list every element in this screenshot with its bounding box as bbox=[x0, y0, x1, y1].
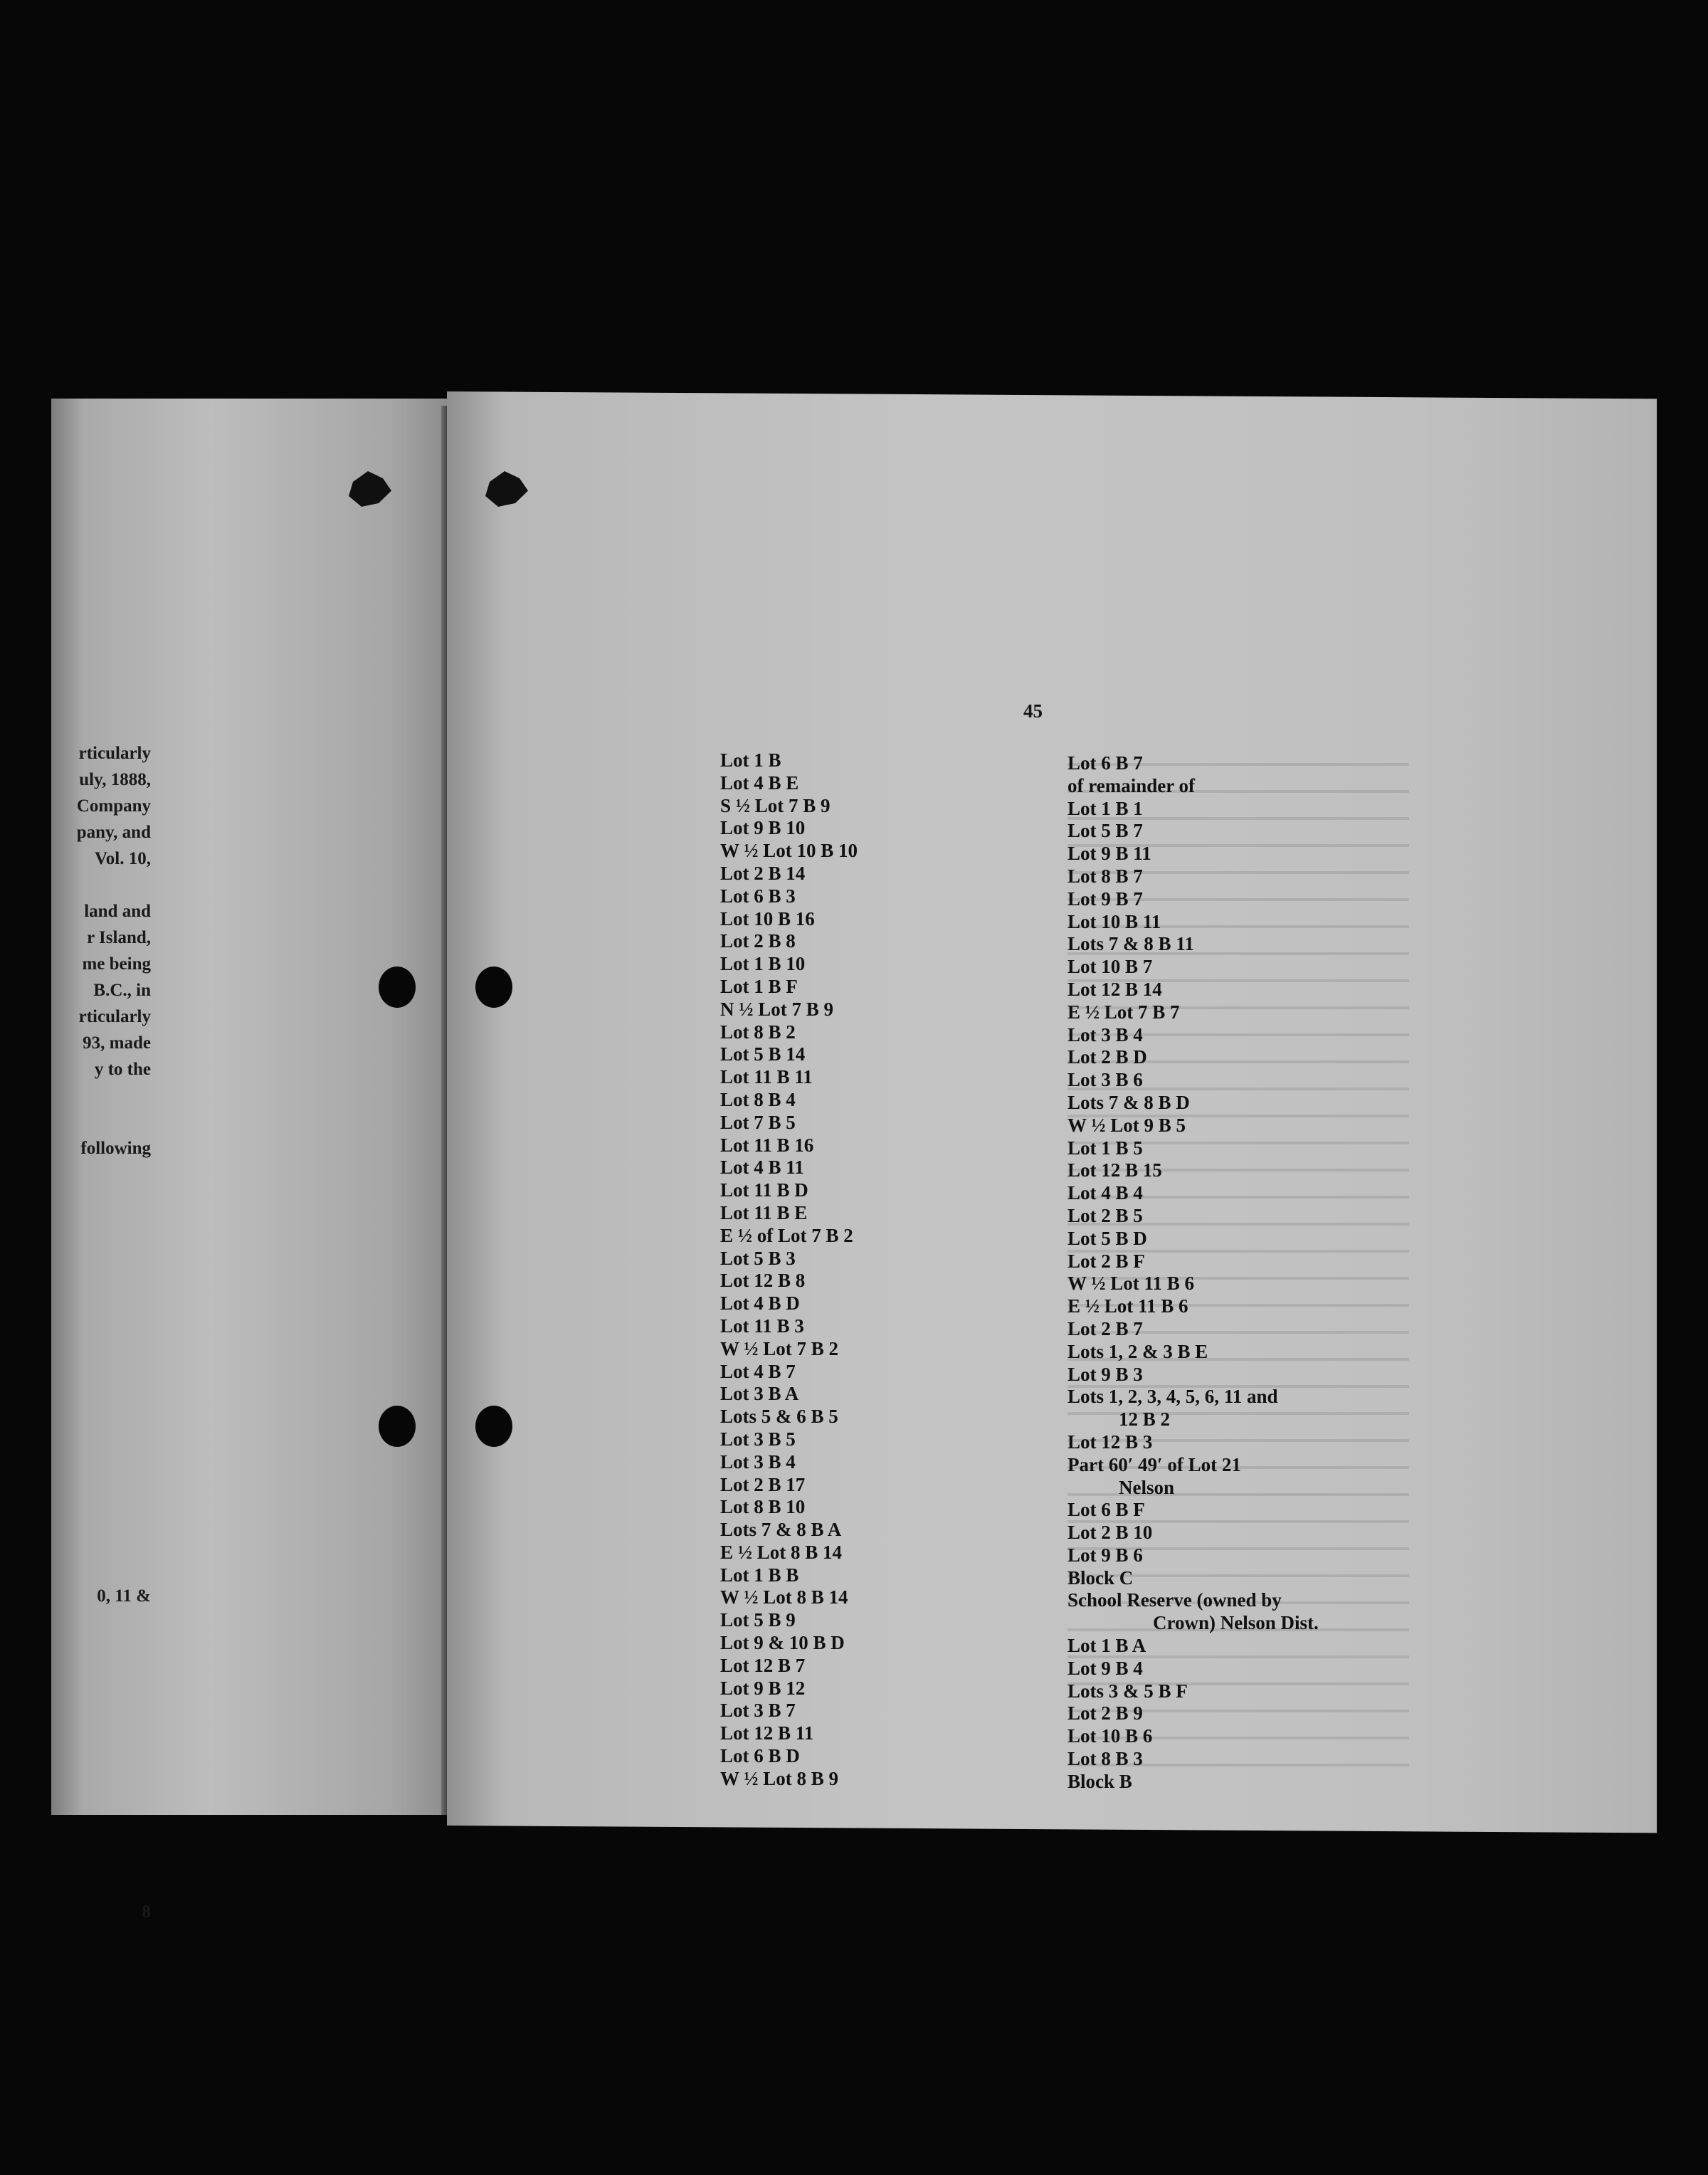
lot-entry: Lot 9 B 7 bbox=[1068, 888, 1143, 910]
left-page-fragment-line bbox=[51, 1504, 151, 1530]
left-page-fragment-line bbox=[51, 1399, 151, 1425]
lot-entry: Lot 1 B 5 bbox=[1068, 1137, 1143, 1159]
binder-hole bbox=[475, 1406, 512, 1447]
lot-entry: Lots 7 & 8 B D bbox=[1068, 1091, 1190, 1113]
lot-entry: Lot 8 B 7 bbox=[1068, 865, 1143, 887]
lot-entry: Lot 2 B 5 bbox=[1068, 1204, 1143, 1226]
lot-entry: W ½ Lot 11 B 6 bbox=[1068, 1273, 1195, 1295]
left-page-fragment-line bbox=[51, 1241, 151, 1267]
lot-entry: Block C bbox=[1068, 1566, 1134, 1589]
left-page-fragment-line: 0, 11 & bbox=[97, 1586, 151, 1606]
lot-entry: Lots 7 & 8 B A bbox=[720, 1519, 842, 1541]
left-page-fragment-line bbox=[51, 1873, 151, 1899]
left-page-fragment-line bbox=[51, 1767, 151, 1794]
lot-entry: S ½ Lot 7 B 9 bbox=[720, 794, 831, 816]
lot-entry: Lot 6 B 7 bbox=[1068, 752, 1143, 774]
lot-entry: Lot 11 B 11 bbox=[720, 1066, 813, 1088]
lot-entry: Lot 3 B 4 bbox=[720, 1450, 796, 1473]
lot-entry: Lot 11 B 3 bbox=[720, 1315, 804, 1337]
left-page-fragment-line bbox=[51, 1609, 151, 1636]
binder-hole bbox=[475, 967, 512, 1008]
lot-entry: Lot 3 B 5 bbox=[720, 1428, 796, 1450]
lot-entry: Lot 12 B 3 bbox=[1068, 1431, 1153, 1453]
lot-entry: Lot 4 B E bbox=[720, 771, 799, 794]
lot-entry: Lot 4 B 4 bbox=[1068, 1182, 1143, 1204]
lot-entry: E ½ Lot 8 B 14 bbox=[720, 1541, 843, 1563]
lot-entry: Lot 5 B D bbox=[1068, 1227, 1147, 1249]
lot-entry: Lot 10 B 7 bbox=[1068, 956, 1153, 978]
left-page-fragment-line: rticularly bbox=[78, 1007, 151, 1026]
lot-entry: Lot 2 B 7 bbox=[1068, 1317, 1143, 1339]
lot-entry: Lot 3 B 6 bbox=[1068, 1069, 1143, 1091]
lot-entry: Lot 3 B A bbox=[720, 1383, 799, 1405]
lot-entry: Lot 8 B 3 bbox=[1068, 1748, 1143, 1770]
lot-entry: Lot 9 & 10 B D bbox=[720, 1632, 845, 1654]
lot-entry: Part 60′ 49′ of Lot 21 bbox=[1068, 1453, 1241, 1475]
lot-list-column-2 bbox=[1068, 752, 1319, 1794]
left-page-fragment-line: 8 bbox=[142, 1902, 151, 1922]
lot-entry: Lot 2 B 9 bbox=[1068, 1702, 1143, 1724]
lot-entry: Lot 12 B 14 bbox=[1068, 978, 1162, 1000]
lot-entry: Lot 1 B bbox=[720, 749, 781, 771]
binder-hole bbox=[379, 1406, 416, 1447]
lot-entry: Lot 5 B 14 bbox=[720, 1043, 806, 1065]
lot-entry: Lot 1 B B bbox=[720, 1564, 799, 1586]
lot-entry: Lot 12 B 15 bbox=[1068, 1159, 1162, 1181]
lot-entry: Lot 1 B A bbox=[1068, 1635, 1146, 1657]
lot-entry: Lot 9 B 4 bbox=[1068, 1657, 1143, 1679]
left-page-fragment-line: rticularly bbox=[78, 744, 151, 763]
lot-entry: Lot 9 B 12 bbox=[720, 1677, 806, 1699]
lot-entry: Lot 8 B 10 bbox=[720, 1496, 806, 1518]
lot-entry: Lot 6 B 3 bbox=[720, 885, 796, 907]
left-page-fragment-line bbox=[51, 1530, 151, 1557]
left-page-fragment-line: me being bbox=[82, 954, 151, 974]
left-page-fragment-line bbox=[51, 1820, 151, 1846]
left-page-fragment-line bbox=[51, 1794, 151, 1820]
lot-entry: Lot 8 B 2 bbox=[720, 1021, 796, 1043]
lot-entry: Lot 10 B 11 bbox=[1068, 910, 1161, 932]
left-page-fragment-line: following bbox=[80, 1139, 151, 1158]
page-number: 45 bbox=[1023, 700, 1043, 722]
left-page-fragment-line bbox=[51, 1109, 151, 1135]
left-page-fragment-line bbox=[51, 1320, 151, 1346]
lot-entry: Lot 4 B 7 bbox=[720, 1360, 796, 1382]
lot-entry: of remainder of bbox=[1068, 774, 1195, 796]
lot-entry: Crown) Nelson Dist. bbox=[1153, 1612, 1319, 1634]
left-page-fragment-line bbox=[51, 1425, 151, 1451]
left-page-fragment-line: uly, 1888, bbox=[79, 770, 151, 789]
lot-entry: W ½ Lot 8 B 14 bbox=[720, 1586, 848, 1608]
left-page bbox=[51, 399, 450, 1922]
left-page-fragment-line bbox=[51, 1636, 151, 1662]
lot-entry: School Reserve (owned by bbox=[1068, 1589, 1282, 1611]
lot-entry: Lot 1 B F bbox=[720, 975, 798, 997]
left-page-fragment-line bbox=[51, 1267, 151, 1293]
left-page-fragment-line bbox=[51, 1083, 151, 1109]
left-page-fragment-line: land and bbox=[84, 902, 151, 921]
left-page-fragment-line: Company bbox=[76, 796, 151, 816]
lot-entry: Block B bbox=[1068, 1770, 1132, 1792]
lot-entry: Lot 4 B D bbox=[720, 1292, 800, 1315]
left-page-fragment-line bbox=[51, 1846, 151, 1873]
lot-entry: Lot 12 B 8 bbox=[720, 1270, 806, 1292]
left-page-fragment-line: pany, and bbox=[76, 823, 151, 842]
lot-entry: E ½ of Lot 7 B 2 bbox=[720, 1224, 853, 1246]
lot-entry: W ½ Lot 8 B 9 bbox=[720, 1767, 839, 1789]
lot-entry: Lot 11 B D bbox=[720, 1179, 808, 1201]
lot-entry: Lot 1 B 1 bbox=[1068, 797, 1143, 819]
left-page-fragment-line bbox=[51, 1715, 151, 1741]
left-page-fragment-line bbox=[51, 1372, 151, 1399]
lot-entry: Lot 2 B 8 bbox=[720, 930, 796, 952]
lot-entry: Lot 5 B 9 bbox=[720, 1609, 796, 1631]
lot-entry: Lot 3 B 4 bbox=[1068, 1023, 1143, 1046]
lot-entry: Lots 5 & 6 B 5 bbox=[720, 1406, 838, 1428]
left-page-fragment-line bbox=[51, 1162, 151, 1188]
lot-entry: Lot 11 B E bbox=[720, 1201, 808, 1223]
lot-entry: Lot 9 B 11 bbox=[1068, 843, 1151, 865]
lot-entry: Lot 12 B 7 bbox=[720, 1654, 806, 1676]
lot-entry: 12 B 2 bbox=[1119, 1408, 1171, 1431]
left-page-fragment-line: Vol. 10, bbox=[95, 849, 151, 868]
lot-entry: Lot 9 B 6 bbox=[1068, 1544, 1143, 1566]
left-page-fragment-line: y to the bbox=[94, 1060, 151, 1079]
lot-entry: E ½ Lot 11 B 6 bbox=[1068, 1295, 1188, 1317]
left-page-fragment-line bbox=[51, 1557, 151, 1583]
lot-entry: Lots 3 & 5 B F bbox=[1068, 1680, 1188, 1702]
lot-entry: Nelson bbox=[1119, 1476, 1175, 1498]
lot-entry: W ½ Lot 10 B 10 bbox=[720, 840, 858, 862]
lot-entry: Lot 2 B 17 bbox=[720, 1473, 806, 1495]
left-page-fragment-line: r Island, bbox=[87, 928, 151, 947]
left-page-fragment-line bbox=[51, 872, 151, 898]
lot-entry: W ½ Lot 7 B 2 bbox=[720, 1337, 839, 1359]
lot-entry: Lot 5 B 3 bbox=[720, 1247, 796, 1269]
lot-entry: Lot 2 B 14 bbox=[720, 862, 806, 884]
left-page-fragment-line bbox=[51, 1741, 151, 1767]
lot-entry: Lot 7 B 5 bbox=[720, 1111, 796, 1133]
lot-entry: Lot 9 B 10 bbox=[720, 817, 806, 839]
lot-entry: Lot 12 B 11 bbox=[720, 1722, 814, 1744]
lot-entry: Lot 5 B 7 bbox=[1068, 820, 1143, 842]
lot-entry: Lots 1, 2 & 3 B E bbox=[1068, 1340, 1208, 1362]
left-page-fragment-line bbox=[51, 1293, 151, 1320]
binder-hole bbox=[379, 967, 416, 1008]
left-page-fragment-line bbox=[51, 1346, 151, 1372]
left-page-fragment-line: B.C., in bbox=[93, 981, 151, 1000]
lot-entry: Lots 1, 2, 3, 4, 5, 6, 11 and bbox=[1068, 1386, 1278, 1408]
left-page-fragment-line bbox=[51, 1662, 151, 1688]
lot-entry: N ½ Lot 7 B 9 bbox=[720, 998, 834, 1020]
lot-entry: Lot 10 B 6 bbox=[1068, 1725, 1153, 1747]
right-page bbox=[447, 391, 1657, 1833]
lot-entry: Lot 6 B F bbox=[1068, 1499, 1145, 1521]
lot-entry: Lot 8 B 4 bbox=[720, 1088, 796, 1110]
left-page-fragment-line bbox=[51, 1214, 151, 1241]
lot-entry: E ½ Lot 7 B 7 bbox=[1068, 1001, 1180, 1023]
lot-entry: W ½ Lot 9 B 5 bbox=[1068, 1114, 1186, 1136]
lot-entry: Lot 9 B 3 bbox=[1068, 1363, 1143, 1385]
lot-entry: Lot 1 B 10 bbox=[720, 953, 806, 975]
left-page-fragment-line bbox=[51, 1478, 151, 1504]
lot-entry: Lots 7 & 8 B 11 bbox=[1068, 933, 1194, 955]
lot-entry: Lot 10 B 16 bbox=[720, 907, 815, 929]
lot-entry: Lot 2 B 10 bbox=[1068, 1522, 1153, 1544]
lot-entry: Lot 2 B D bbox=[1068, 1046, 1147, 1068]
left-page-fragment-line bbox=[51, 1451, 151, 1478]
lot-entry: Lot 3 B 7 bbox=[720, 1700, 796, 1722]
lot-entry: Lot 6 B D bbox=[720, 1745, 800, 1767]
left-page-text-fragments bbox=[51, 740, 151, 1925]
lot-entry: Lot 4 B 11 bbox=[720, 1157, 804, 1179]
lot-entry: Lot 2 B F bbox=[1068, 1250, 1145, 1272]
left-page-fragment-line bbox=[51, 1188, 151, 1214]
left-page-fragment-line: 93, made bbox=[83, 1033, 151, 1053]
lot-entry: Lot 11 B 16 bbox=[720, 1134, 814, 1156]
lot-list-column-1 bbox=[720, 749, 858, 1791]
left-page-fragment-line bbox=[51, 1688, 151, 1715]
